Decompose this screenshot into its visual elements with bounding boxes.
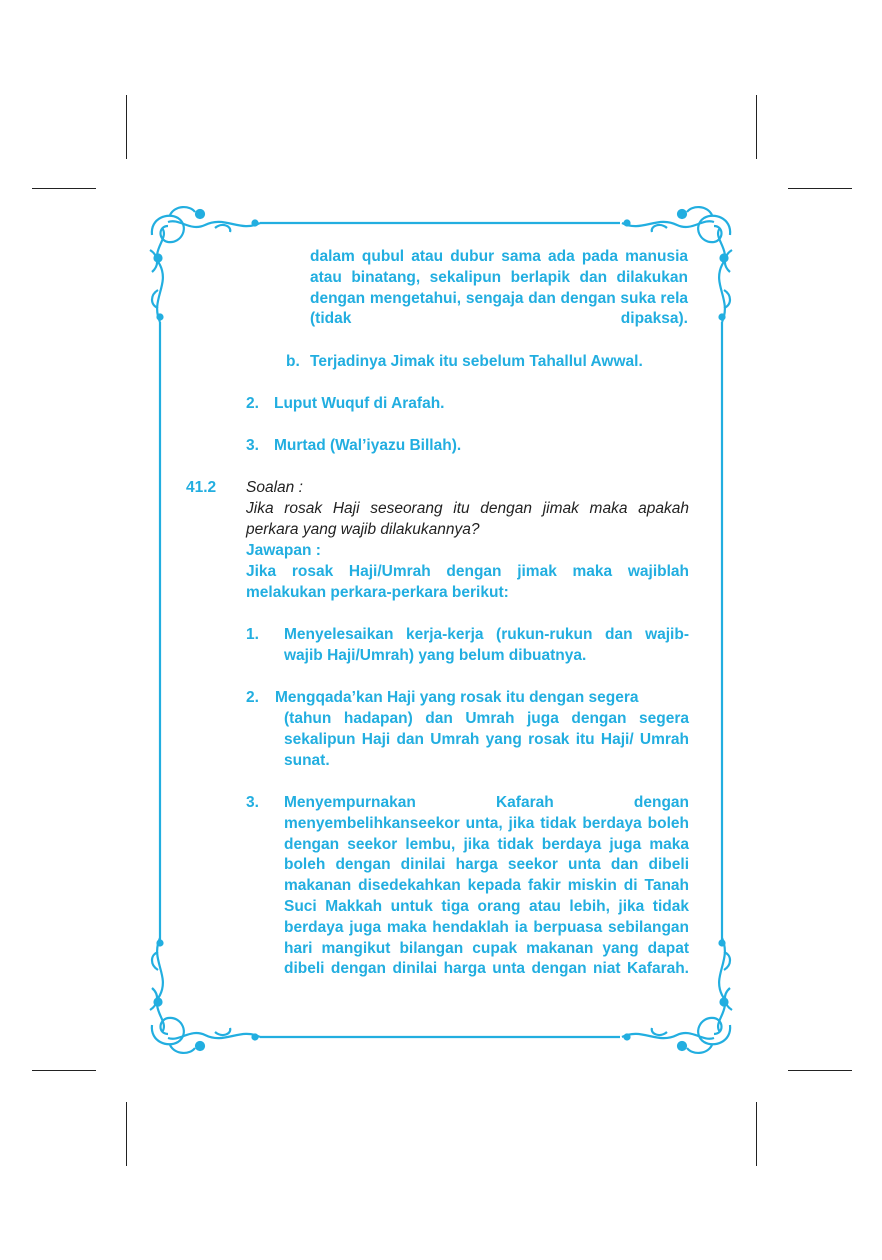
item-2-text: Luput Wuquf di Arafah. (274, 395, 445, 412)
item-3-label: 3. (246, 437, 259, 454)
item-3-text: Murtad (Wal’iyazu Billah). (274, 437, 462, 454)
answer-intro: Jika rosak Haji/Umrah dengan jimak maka wajiblah melakukan perkara-perkara berikut: (246, 563, 689, 601)
question-text: Jika rosak Haji seseorang itu dengan jimak maka apakah perkara yang wajib dilakukannya? (246, 500, 689, 538)
item-b-text: Terjadinya Jimak itu sebelum Tahallul Awwal. (310, 353, 643, 370)
question-number: 41.2 (186, 479, 217, 496)
answer-item-3-text: Menyempurnakan Kafarah dengan menyembelihkanseekor unta, jika tidak berdaya boleh dengan seekor lembu, jika tidak berdaya juga maka boleh dengan dinilai harga seekor unta dan dibeli makanan disedekahkan kepada fakir miskin di Tanah Suci Makkah untuk tiga orang atau lebih, jika tidak berdaya juga maka hendaklah ia berpuasa sebilangan hari mangikut bilangan cupak makanan yang dapat dibeli dengan dinilai harga unta dengan niat Kafarah. (284, 794, 689, 978)
answer-item-2-text: (tahun hadapan) dan Umrah juga dengan segera sekalipun Haji dan Umrah yang rosak itu Haji/ Umrah sunat. (284, 710, 689, 769)
continuation-paragraph: dalam qubul atau dubur sama ada pada manusia atau binatang, sekalipun berlapik dan dilakukan dengan mengetahui, sengaja dan dengan suka rela (tidak dipaksa). (310, 248, 688, 328)
answer-item-1-text: Menyelesaikan kerja-kerja (rukun-rukun dan wajib-wajib Haji/Umrah) yang belum dibuatnya. (284, 626, 689, 664)
answer-item-1-label: 1. (246, 626, 259, 643)
answer-item-2-label: 2. (246, 689, 259, 706)
answer-item-3-label: 3. (246, 794, 259, 811)
corner-ornament-icon (150, 207, 260, 322)
question-label: Soalan : (246, 479, 303, 496)
answer-label: Jawapan : (246, 542, 321, 559)
answer-item-2-first-line: Mengqada’kan Haji yang rosak itu dengan segera (275, 689, 639, 706)
item-2-label: 2. (246, 395, 259, 412)
item-b-label: b. (286, 353, 300, 370)
